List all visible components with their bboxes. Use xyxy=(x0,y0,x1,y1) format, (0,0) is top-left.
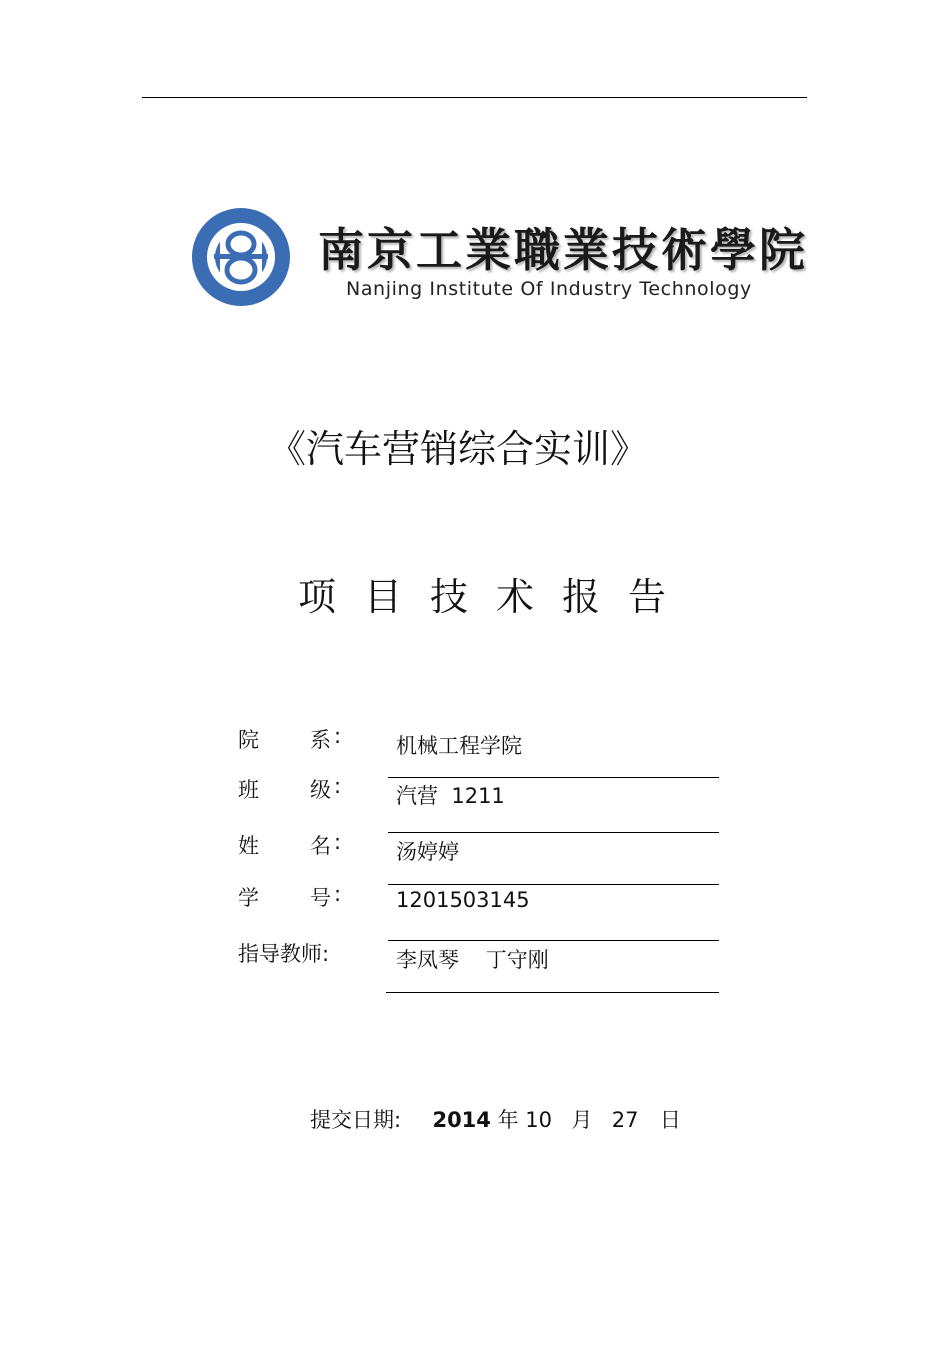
course-title-text: 《汽车营销综合实训》 xyxy=(267,427,648,471)
name-value: 汤婷婷 xyxy=(396,840,459,864)
department-value: 机械工程学院 xyxy=(396,734,522,758)
info-row-student-id: 学 号 : 1201503145 xyxy=(238,882,530,912)
info-row-advisor xyxy=(238,938,718,978)
report-title: 项目技术报告 xyxy=(298,575,695,619)
advisor-label: 指导教师: xyxy=(238,942,330,966)
info-row-department: 院 系 : 机械工程学院 xyxy=(238,724,522,758)
advisor-value: 李凤琴 丁守刚 xyxy=(396,948,549,972)
institute-emblem-icon xyxy=(190,206,292,308)
submit-year: 2014 xyxy=(432,1108,491,1132)
info-row-class: 班 级 : 汽营 1211 xyxy=(238,774,505,808)
class-value: 汽营 1211 xyxy=(396,784,505,808)
submit-day-unit: 日 xyxy=(659,1108,681,1132)
submit-day: 27 xyxy=(611,1108,639,1132)
institute-logo xyxy=(190,206,808,310)
institute-name-en: Nanjing Institute Of Industry Technology xyxy=(346,278,752,300)
info-row-name: 姓 名 : 汤婷婷 xyxy=(238,830,459,864)
student-id-value: 1201503145 xyxy=(396,888,530,912)
submit-year-unit: 年 xyxy=(497,1108,519,1132)
submit-month-unit: 月 xyxy=(571,1108,593,1132)
submit-date-label: 提交日期: xyxy=(310,1108,402,1132)
institute-name-cn: 南京工業職業技術學院 xyxy=(318,223,808,277)
submit-month: 10 xyxy=(525,1108,553,1132)
header-rule xyxy=(142,97,807,98)
submit-date xyxy=(310,1104,681,1134)
advisor-underline xyxy=(386,992,719,993)
course-title xyxy=(0,418,950,473)
